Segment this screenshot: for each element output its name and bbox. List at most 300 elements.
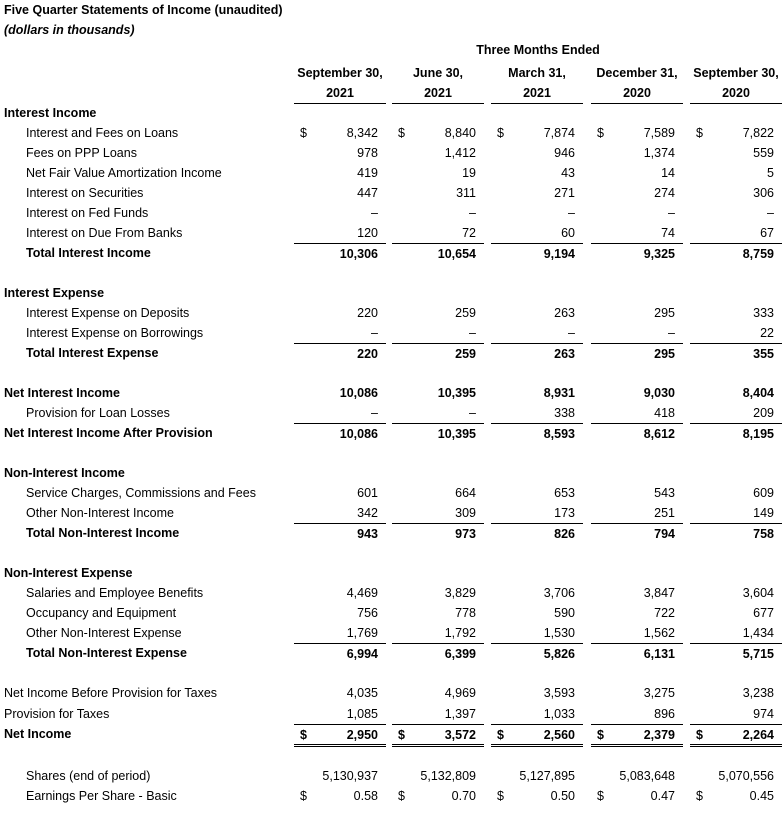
- value-cell: [690, 683, 782, 703]
- value-cell: [294, 243, 386, 263]
- cell-value: 2,379: [643, 728, 675, 742]
- value-cell: [491, 766, 583, 786]
- value-cell: [690, 643, 782, 663]
- value-cell: [294, 603, 386, 623]
- table-row: [0, 323, 782, 343]
- value-cell: [392, 383, 484, 403]
- cell-value: 8,840: [444, 126, 476, 140]
- cell-value: 333: [753, 306, 774, 320]
- cell-value: 7,822: [742, 126, 774, 140]
- cell-value: 22: [760, 326, 774, 340]
- table-row: [0, 203, 782, 223]
- table-row: [0, 143, 782, 163]
- value-cell: [690, 483, 782, 503]
- column-header-line2: 2021: [491, 83, 583, 104]
- value-cell: [491, 643, 583, 663]
- row-label: Salaries and Employee Benefits: [26, 586, 204, 600]
- value-cell: [690, 423, 782, 443]
- value-cell: [294, 523, 386, 543]
- value-cell: [294, 786, 386, 806]
- value-cell: [491, 303, 583, 323]
- value-cell: [392, 163, 484, 183]
- cell-value: 10,086: [339, 386, 378, 400]
- cell-value: –: [469, 406, 476, 420]
- value-cell: [392, 323, 484, 343]
- cell-value: 609: [753, 486, 774, 500]
- row-label: Interest on Securities: [26, 186, 144, 200]
- currency-symbol: $: [497, 728, 504, 742]
- cell-value: 543: [654, 486, 675, 500]
- value-cell: [491, 623, 583, 643]
- cell-value: 67: [760, 226, 774, 240]
- currency-symbol: $: [597, 126, 604, 140]
- value-cell: [392, 704, 484, 724]
- value-cell: [392, 223, 484, 243]
- row-label: Other Non-Interest Expense: [26, 626, 182, 640]
- value-cell: [690, 143, 782, 163]
- currency-symbol: $: [398, 728, 405, 742]
- value-cell: [591, 183, 683, 203]
- table-row: [0, 704, 782, 724]
- cell-value: 946: [554, 146, 575, 160]
- value-cell: [392, 403, 484, 423]
- value-cell: [690, 583, 782, 603]
- column-header: [591, 63, 683, 104]
- value-cell: [591, 343, 683, 363]
- column-header-line2: 2021: [294, 83, 386, 104]
- row-label: Other Non-Interest Income: [26, 506, 174, 520]
- row-label: Interest and Fees on Loans: [26, 126, 179, 140]
- row-label: Non-Interest Expense: [4, 566, 133, 580]
- value-cell: [491, 704, 583, 724]
- table-row: [0, 463, 782, 483]
- cell-value: –: [568, 206, 575, 220]
- cell-value: 3,706: [543, 586, 575, 600]
- table-row: [0, 243, 782, 263]
- value-cell: [690, 786, 782, 806]
- cell-value: 447: [357, 186, 378, 200]
- value-cell: [591, 643, 683, 663]
- cell-value: 419: [357, 166, 378, 180]
- value-cell: [591, 766, 683, 786]
- column-header-line1: June 30,: [412, 66, 464, 80]
- table-row: [0, 403, 782, 423]
- cell-value: 756: [357, 606, 378, 620]
- cell-value: 3,829: [444, 586, 476, 600]
- value-cell: [491, 503, 583, 523]
- cell-value: 8,931: [543, 386, 575, 400]
- cell-value: 43: [561, 166, 575, 180]
- value-cell: [294, 483, 386, 503]
- cell-value: 1,769: [346, 626, 378, 640]
- value-cell: [491, 343, 583, 363]
- table-row: [0, 123, 782, 143]
- cell-value: 0.47: [650, 789, 675, 803]
- value-cell: [690, 766, 782, 786]
- cell-value: 251: [654, 506, 675, 520]
- value-cell: [294, 643, 386, 663]
- value-cell: [591, 243, 683, 263]
- table-row: [0, 183, 782, 203]
- currency-symbol: $: [300, 789, 307, 803]
- table-row: [0, 786, 782, 806]
- value-cell: [294, 223, 386, 243]
- table-row: [0, 724, 782, 744]
- value-cell: [591, 704, 683, 724]
- table-row: [0, 643, 782, 663]
- value-cell: [591, 123, 683, 143]
- cell-value: 309: [455, 506, 476, 520]
- value-cell: [294, 704, 386, 724]
- value-cell: [294, 183, 386, 203]
- row-label: Occupancy and Equipment: [26, 606, 177, 620]
- table-row: [0, 563, 782, 583]
- row-label: Provision for Taxes: [4, 707, 110, 721]
- column-header-line1: December 31,: [596, 66, 678, 80]
- column-header-line1: September 30,: [297, 66, 383, 80]
- value-cell: [690, 323, 782, 343]
- value-cell: [491, 683, 583, 703]
- currency-symbol: $: [300, 728, 307, 742]
- cell-value: 418: [654, 406, 675, 420]
- cell-value: 8,342: [346, 126, 378, 140]
- value-cell: [690, 163, 782, 183]
- cell-value: 8,612: [643, 427, 675, 441]
- cell-value: 896: [654, 707, 675, 721]
- cell-value: –: [371, 326, 378, 340]
- value-cell: [294, 203, 386, 223]
- cell-value: 1,434: [742, 626, 774, 640]
- value-cell: [591, 683, 683, 703]
- column-header-line1: September 30,: [693, 66, 779, 80]
- cell-value: 355: [753, 347, 774, 361]
- value-cell: [491, 786, 583, 806]
- cell-value: 3,604: [742, 586, 774, 600]
- value-cell: [591, 503, 683, 523]
- cell-value: 5,132,809: [420, 769, 476, 783]
- cell-value: 2,560: [543, 728, 575, 742]
- row-label: Interest Expense on Deposits: [26, 306, 190, 320]
- table-row: [0, 443, 782, 463]
- cell-value: 653: [554, 486, 575, 500]
- value-cell: [392, 603, 484, 623]
- value-cell: [294, 583, 386, 603]
- column-header-line2: 2020: [591, 83, 683, 104]
- cell-value: 0.58: [353, 789, 378, 803]
- cell-value: 6,994: [346, 647, 378, 661]
- cell-value: 8,593: [543, 427, 575, 441]
- table-row: [0, 503, 782, 523]
- row-label: Earnings Per Share - Basic: [26, 789, 177, 803]
- value-cell: [491, 583, 583, 603]
- row-label: Net Interest Income After Provision: [4, 426, 213, 440]
- value-cell: [294, 423, 386, 443]
- cell-value: 601: [357, 486, 378, 500]
- cell-value: –: [371, 206, 378, 220]
- cell-value: 259: [455, 347, 476, 361]
- cell-value: 677: [753, 606, 774, 620]
- value-cell: [690, 704, 782, 724]
- row-label: Interest Expense on Borrowings: [26, 326, 204, 340]
- value-cell: [294, 343, 386, 363]
- cell-value: 0.70: [451, 789, 476, 803]
- cell-value: 74: [661, 226, 675, 240]
- cell-value: 5,130,937: [322, 769, 378, 783]
- row-label: Fees on PPP Loans: [26, 146, 137, 160]
- cell-value: 722: [654, 606, 675, 620]
- value-cell: [591, 323, 683, 343]
- row-label: Net Income: [4, 727, 72, 741]
- value-cell: [491, 243, 583, 263]
- cell-value: 149: [753, 506, 774, 520]
- cell-value: 0.50: [550, 789, 575, 803]
- row-label: Shares (end of period): [26, 769, 151, 783]
- cell-value: 311: [456, 186, 476, 200]
- cell-value: 2,950: [346, 728, 378, 742]
- cell-value: 943: [357, 527, 378, 541]
- value-cell: [392, 183, 484, 203]
- cell-value: 306: [753, 186, 774, 200]
- cell-value: 10,086: [339, 427, 378, 441]
- value-cell: [294, 163, 386, 183]
- cell-value: 778: [455, 606, 476, 620]
- value-cell: [491, 223, 583, 243]
- value-cell: [690, 403, 782, 423]
- value-cell: [591, 583, 683, 603]
- period-header: Three Months Ended: [476, 43, 600, 57]
- row-label: Interest on Due From Banks: [26, 226, 183, 240]
- row-label: Net Fair Value Amortization Income: [26, 166, 222, 180]
- cell-value: –: [568, 326, 575, 340]
- value-cell: [294, 123, 386, 143]
- value-cell: [591, 603, 683, 623]
- cell-value: 8,195: [742, 427, 774, 441]
- cell-value: 10,395: [437, 386, 476, 400]
- value-cell: [690, 183, 782, 203]
- value-cell: [591, 523, 683, 543]
- value-cell: [690, 523, 782, 543]
- value-cell: [690, 123, 782, 143]
- cell-value: 3,572: [444, 728, 476, 742]
- value-cell: [491, 383, 583, 403]
- value-cell: [294, 143, 386, 163]
- cell-value: –: [469, 206, 476, 220]
- cell-value: 1,562: [643, 626, 675, 640]
- column-header: [491, 63, 583, 104]
- value-cell: [591, 303, 683, 323]
- value-cell: [294, 383, 386, 403]
- cell-value: 3,238: [742, 686, 774, 700]
- value-cell: [491, 323, 583, 343]
- cell-value: 220: [357, 347, 378, 361]
- cell-value: –: [371, 406, 378, 420]
- table-row: [0, 543, 782, 563]
- column-header-line2: 2020: [690, 83, 782, 104]
- value-cell: [591, 203, 683, 223]
- cell-value: 14: [661, 166, 675, 180]
- value-cell: [294, 766, 386, 786]
- cell-value: 60: [561, 226, 575, 240]
- table-row: [0, 303, 782, 323]
- value-cell: [690, 303, 782, 323]
- value-cell: [491, 403, 583, 423]
- row-label: Net Income Before Provision for Taxes: [4, 686, 218, 700]
- cell-value: 7,874: [543, 126, 575, 140]
- cell-value: 338: [554, 406, 575, 420]
- table-row: [0, 383, 782, 403]
- currency-symbol: $: [398, 126, 405, 140]
- value-cell: [392, 203, 484, 223]
- statement-subtitle: (dollars in thousands): [4, 23, 135, 37]
- table-row: [0, 663, 782, 683]
- cell-value: 72: [462, 226, 476, 240]
- value-cell: [591, 163, 683, 183]
- table-row: [0, 343, 782, 363]
- cell-value: 1,374: [643, 146, 675, 160]
- currency-symbol: $: [597, 728, 604, 742]
- cell-value: 758: [753, 527, 774, 541]
- cell-value: 0.45: [749, 789, 774, 803]
- cell-value: 1,085: [346, 707, 378, 721]
- value-cell: [294, 303, 386, 323]
- value-cell: [591, 423, 683, 443]
- value-cell: [491, 163, 583, 183]
- cell-value: –: [668, 326, 675, 340]
- cell-value: 664: [455, 486, 476, 500]
- value-cell: [690, 603, 782, 623]
- table-row: [0, 163, 782, 183]
- cell-value: 7,589: [643, 126, 675, 140]
- cell-value: 220: [357, 306, 378, 320]
- cell-value: 5: [767, 166, 774, 180]
- value-cell: [392, 303, 484, 323]
- cell-value: 5,083,648: [619, 769, 675, 783]
- cell-value: 5,127,895: [519, 769, 575, 783]
- cell-value: 263: [554, 306, 575, 320]
- cell-value: 295: [654, 306, 675, 320]
- table-row: [0, 423, 782, 443]
- cell-value: 1,033: [543, 707, 575, 721]
- row-label: Interest on Fed Funds: [26, 206, 149, 220]
- cell-value: 1,412: [444, 146, 476, 160]
- table-row: [0, 683, 782, 703]
- value-cell: [491, 123, 583, 143]
- cell-value: 274: [654, 186, 675, 200]
- row-label: Total Interest Expense: [26, 346, 159, 360]
- cell-value: 8,759: [742, 247, 774, 261]
- cell-value: 4,035: [346, 686, 378, 700]
- cell-value: 590: [554, 606, 575, 620]
- cell-value: 263: [554, 347, 575, 361]
- cell-value: 9,325: [643, 247, 675, 261]
- column-header: [392, 63, 484, 104]
- row-label: Total Non-Interest Income: [26, 526, 180, 540]
- column-header: [294, 63, 386, 104]
- currency-symbol: $: [597, 789, 604, 803]
- value-cell: [392, 343, 484, 363]
- value-cell: [392, 766, 484, 786]
- cell-value: 5,826: [543, 647, 575, 661]
- cell-value: 794: [654, 527, 675, 541]
- value-cell: [690, 203, 782, 223]
- value-cell: [392, 243, 484, 263]
- value-cell: [491, 423, 583, 443]
- cell-value: 2,264: [742, 728, 774, 742]
- table-row: [0, 766, 782, 786]
- row-label: Net Interest Income: [4, 386, 121, 400]
- cell-value: –: [469, 326, 476, 340]
- currency-symbol: $: [497, 789, 504, 803]
- cell-value: 10,395: [437, 427, 476, 441]
- currency-symbol: $: [696, 126, 703, 140]
- cell-value: 1,530: [543, 626, 575, 640]
- table-row: [0, 283, 782, 303]
- currency-symbol: $: [398, 789, 405, 803]
- table-row: [0, 223, 782, 243]
- value-cell: [294, 403, 386, 423]
- value-cell: [491, 603, 583, 623]
- cell-value: 271: [554, 186, 575, 200]
- currency-symbol: $: [497, 126, 504, 140]
- value-cell: [690, 503, 782, 523]
- value-cell: [392, 143, 484, 163]
- value-cell: [591, 383, 683, 403]
- cell-value: 173: [554, 506, 575, 520]
- row-label: Total Interest Income: [26, 246, 151, 260]
- table-row: [0, 363, 782, 383]
- row-label: Total Non-Interest Expense: [26, 646, 187, 660]
- value-cell: [392, 683, 484, 703]
- row-label: Interest Expense: [4, 286, 105, 300]
- table-row: [0, 623, 782, 643]
- cell-value: 1,397: [444, 707, 476, 721]
- value-cell: [491, 523, 583, 543]
- cell-value: 5,070,556: [718, 769, 774, 783]
- value-cell: [690, 343, 782, 363]
- value-cell: [392, 423, 484, 443]
- table-row: [0, 744, 782, 764]
- value-cell: [392, 643, 484, 663]
- cell-value: 4,969: [444, 686, 476, 700]
- cell-value: 559: [753, 146, 774, 160]
- cell-value: 4,469: [346, 586, 378, 600]
- table-row: [0, 483, 782, 503]
- currency-symbol: $: [696, 789, 703, 803]
- table-row: [0, 523, 782, 543]
- currency-symbol: $: [696, 728, 703, 742]
- value-cell: [491, 483, 583, 503]
- cell-value: 3,275: [643, 686, 675, 700]
- value-cell: [690, 223, 782, 243]
- cell-value: –: [668, 206, 675, 220]
- cell-value: 342: [357, 506, 378, 520]
- value-cell: [392, 583, 484, 603]
- cell-value: 209: [753, 406, 774, 420]
- cell-value: 5,715: [742, 647, 774, 661]
- column-header: [690, 63, 782, 104]
- cell-value: 10,654: [437, 247, 476, 261]
- cell-value: 8,404: [742, 386, 774, 400]
- cell-value: 120: [357, 226, 378, 240]
- cell-value: 259: [455, 306, 476, 320]
- value-cell: [690, 243, 782, 263]
- cell-value: 295: [654, 347, 675, 361]
- value-cell: [392, 503, 484, 523]
- cell-value: 3,847: [643, 586, 675, 600]
- value-cell: [690, 623, 782, 643]
- value-cell: [294, 323, 386, 343]
- value-cell: [294, 623, 386, 643]
